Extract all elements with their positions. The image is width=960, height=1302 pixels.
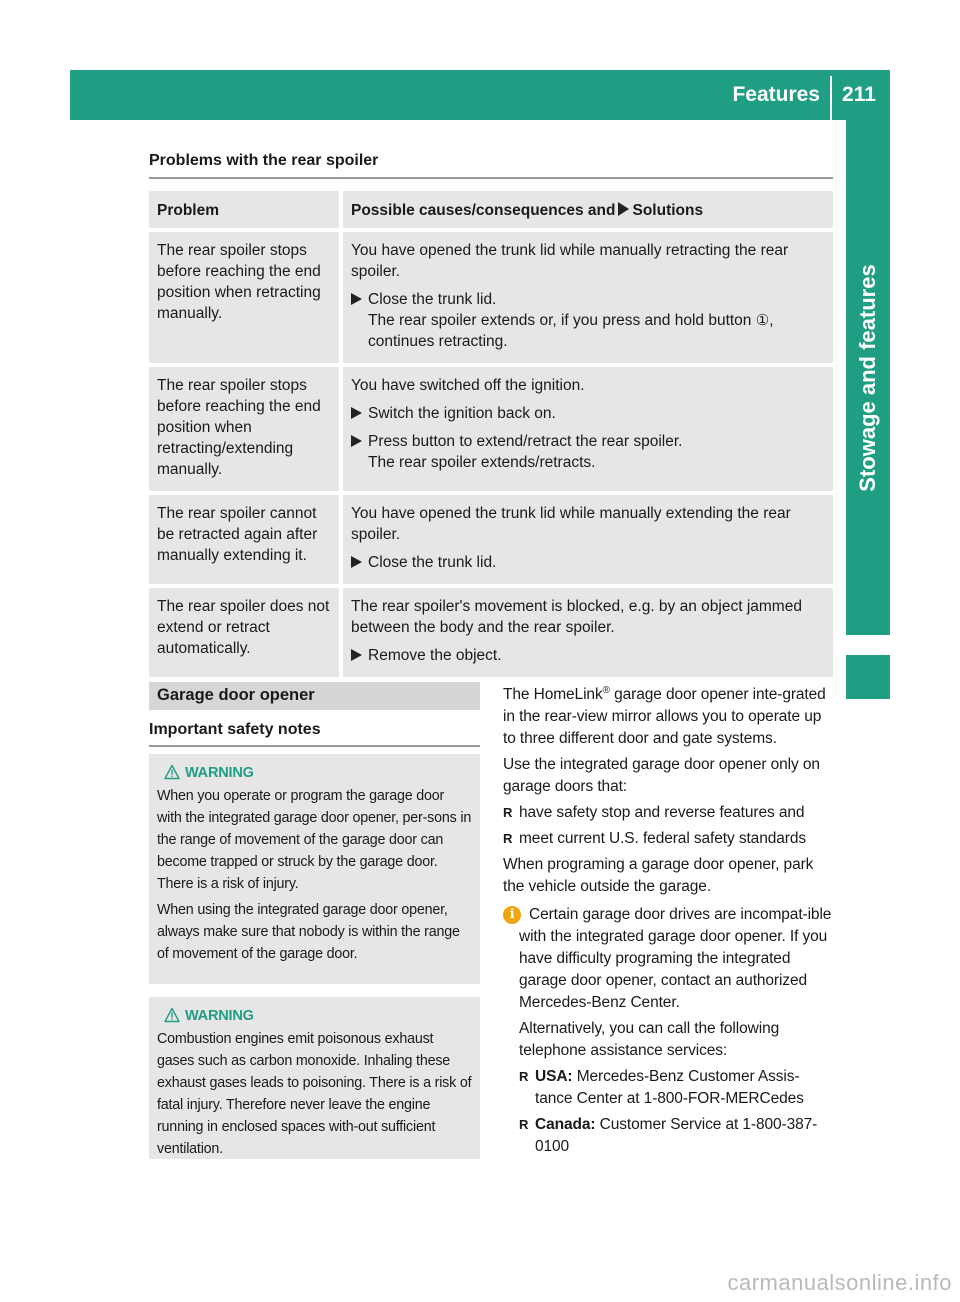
contact-item-usa [519, 1066, 835, 1110]
button-1-icon: ① [755, 312, 770, 329]
solution-cell [343, 495, 833, 584]
use-only-text: Use the integrated garage door opener only on garage doors that: [503, 756, 820, 795]
garage-right-column [503, 684, 835, 1162]
heading-rule [149, 177, 833, 179]
column-header-solutions [343, 191, 833, 228]
programming-text: When programing a garage door opener, park the vehicle outside the garage. [503, 856, 814, 895]
warning-title-row [157, 1005, 472, 1027]
warning-triangle-icon [164, 1007, 180, 1023]
column-header-solutions-pre: Possible causes/consequences and [351, 202, 616, 219]
problem-cell: The rear spoiler does not extend or retract automatically. [149, 588, 343, 677]
info-text: Alternatively, you can call the following telephone assistance services: [519, 1020, 780, 1059]
column-header-problem: Problem [149, 191, 343, 228]
table-row [149, 495, 833, 584]
solution-cell [343, 588, 833, 677]
warning-triangle-icon [164, 764, 180, 780]
problem-cell: The rear spoiler stops before reaching the end position when retracting/extending manually. [149, 367, 343, 491]
cause-text: The rear spoiler's movement is blocked, e.g. by an object jammed between the body and the rear spoiler. [351, 598, 802, 636]
warning-text: Combustion engines emit poisonous exhaust gases such as carbon monoxide. Inhaling these exhaust gases leads to poisoning. There is a risk of fatal injury. Therefore never leave the engine running in enclosed spaces with-out sufficient ventilation. [157, 1031, 472, 1157]
action-result: The rear spoiler extends/retracts. [368, 454, 596, 471]
homelink-intro [503, 684, 835, 750]
solution-cell [343, 367, 833, 491]
list-item: R meet current U.S. federal safety standards [503, 828, 835, 850]
homelink-intro-pre: The HomeLink [503, 686, 603, 703]
cause-text: You have opened the trunk lid while manually retracting the rear spoiler. [351, 242, 789, 280]
info-icon: i [503, 906, 521, 924]
warning-title-row [157, 762, 472, 784]
contact-text: Mercedes-Benz Customer Assis-tance Center at 1-800-FOR-MERCedes [535, 1068, 804, 1107]
action-step: Remove the object. [351, 645, 825, 666]
contact-item-canada [519, 1114, 835, 1158]
table-header-row [149, 191, 833, 228]
problem-cell: The rear spoiler cannot be retracted again after manually extending it. [149, 495, 343, 584]
header-divider [830, 76, 832, 120]
cause-text: You have opened the trunk lid while manually extending the rear spoiler. [351, 505, 791, 543]
action-result [351, 310, 825, 352]
rear-spoiler-heading: Problems with the rear spoiler [149, 152, 379, 169]
safety-notes-heading: Important safety notes [149, 721, 321, 738]
contact-label: Canada: [535, 1116, 596, 1133]
side-tab-marker [846, 655, 890, 699]
cause-text: You have switched off the ignition. [351, 377, 585, 394]
section-title: Features [732, 83, 820, 106]
action-result-pre: The rear spoiler extends or, if you press and hold button [368, 312, 752, 329]
action-step: Close the trunk lid. [351, 552, 825, 573]
registered-mark: ® [602, 684, 610, 696]
watermark: carmanualsonline.info [727, 1270, 952, 1295]
problem-cell: The rear spoiler stops before reaching the end position when retracting manually. [149, 232, 343, 363]
info-note [503, 904, 835, 1158]
solution-cell [343, 232, 833, 363]
side-tab-label-wrap [846, 120, 890, 635]
warning-title: WARNING [185, 765, 254, 781]
page-number: 211 [842, 83, 876, 106]
action-result-post: , continues retracting. [368, 312, 774, 350]
side-tab-label: Stowage and features [855, 263, 880, 492]
contact-label: USA: [535, 1068, 573, 1085]
warning-box [149, 754, 480, 984]
table-row [149, 367, 833, 491]
action-step: Close the trunk lid. [351, 289, 825, 310]
list-item: R have safety stop and reverse features and [503, 802, 835, 824]
warning-text: When you operate or program the garage door with the integrated garage door opener, per-sons in the range of movement of the garage door can become trapped or struck by the garage door. There is a risk of injury. [157, 788, 472, 892]
column-header-solutions-post: Solutions [632, 202, 704, 219]
table-row [149, 588, 833, 677]
warning-box [149, 997, 480, 1159]
warning-title: WARNING [185, 1008, 254, 1024]
warning-text: When using the integrated garage door opener, always make sure that nobody is within the range of movement of the garage door. [157, 902, 460, 962]
header-bar [70, 70, 890, 120]
garage-heading: Garage door opener [157, 686, 315, 704]
homelink-intro-post: garage door opener inte-grated in the rear-view mirror allows you to operate up to three different door and gate systems. [503, 686, 826, 747]
heading-rule [149, 745, 480, 747]
action-step: Switch the ignition back on. [351, 403, 825, 424]
action-step: Press button to extend/retract the rear spoiler. [351, 431, 825, 452]
contact-text: Customer Service at 1-800-387-0100 [535, 1116, 818, 1155]
info-text: Certain garage door drives are incompat-ible with the integrated garage door opener. If you have difficulty programing the integrated garage door opener, contact an authorized Mercedes-Benz Center. [519, 906, 832, 1011]
table-row [149, 232, 833, 363]
action-arrow-icon [618, 202, 629, 216]
spoiler-problems-table [149, 187, 833, 681]
